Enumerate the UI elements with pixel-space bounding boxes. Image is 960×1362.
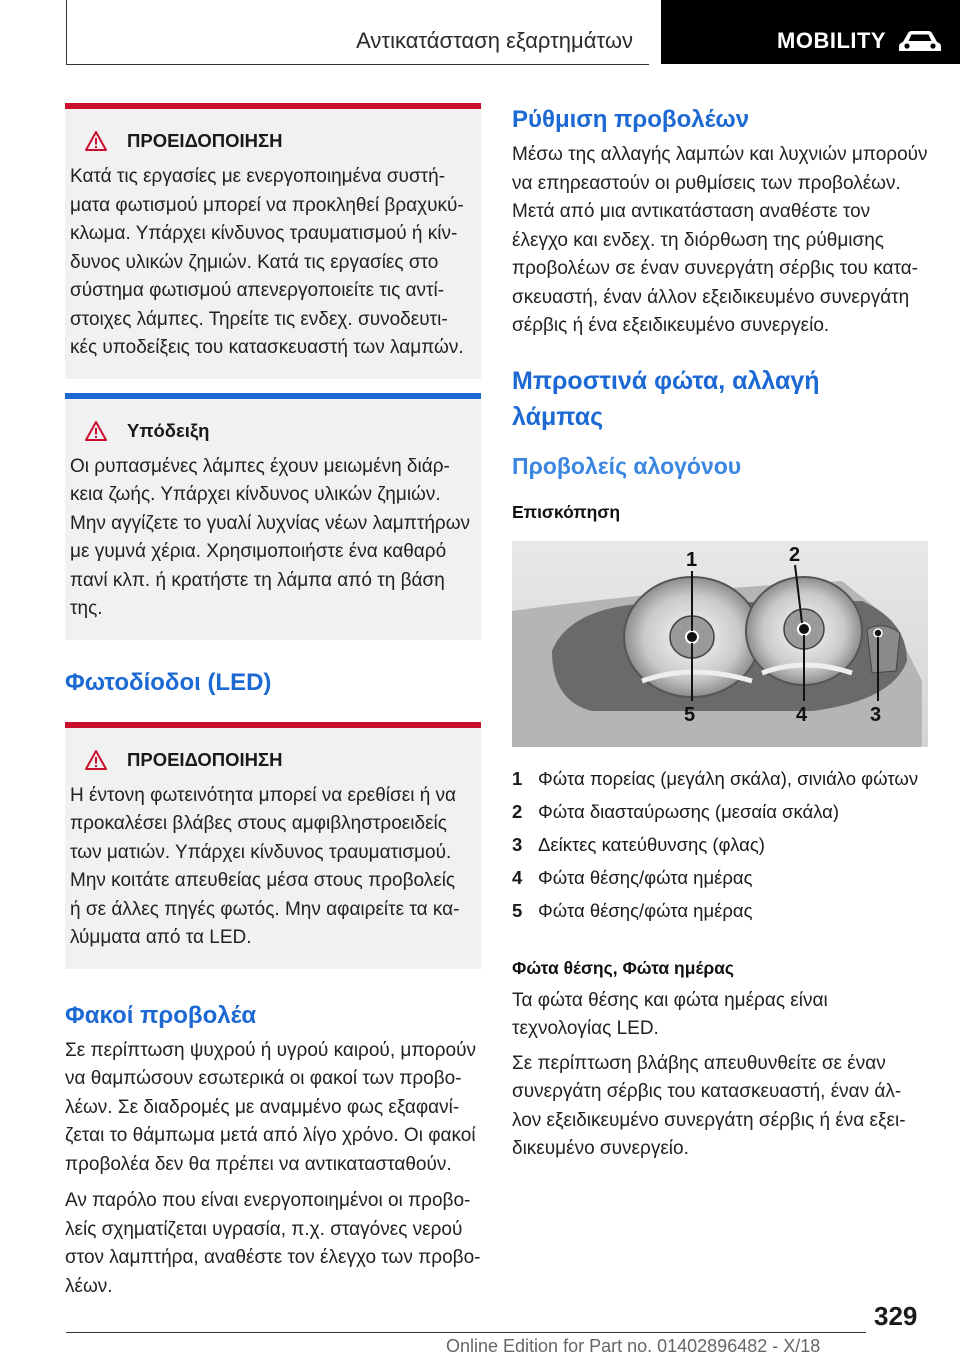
- warning-triangle-icon: [85, 749, 107, 771]
- chapter-title: Αντικατάσταση εξαρτημάτων: [356, 28, 633, 53]
- headlight-illustration: [512, 541, 928, 747]
- figure-label-5: 5: [684, 703, 696, 726]
- warning-text: Η έντονη φωτεινότητα μπορεί να ερεθίσει ή να προκαλέσει βλάβες στους αμφιβληστροειδείς των ματιών. Υπάρχει κίνδυνος τραυματισμού. Μην κοιτάτε απευθείας μέσα στους προβολείς ή σε άλλες πηγές φωτός. Μην αφαιρείτε τα κα- λύμματα από τα LED.: [70, 784, 460, 948]
- legend-item: [512, 796, 928, 829]
- legend-item: [512, 895, 928, 928]
- warning-text: Κατά τις εργασίες με ενεργοποιημένα συστή- ματα φωτισμού μπορεί να προκληθεί βραχυκύ- κλωμα. Υπάρχει κίνδυνος τραυματισμού ή κίν- δυνος υλικών ζημιών. Κατά τις εργασίες στο σύστημα φωτισμού απενεργοποιείτε τις αντί- στοιχες λάμπες. Τηρείτε τις ενδεχ. συνοδευτι- κές υποδείξεις του κατασκευαστή των λαμπών.: [70, 166, 464, 358]
- position-paragraph-2: Σε περίπτωση βλάβης απευθυνθείτε σε έναν συνεργάτη σέρβις του κατασκευαστή, έναν άλ- λον εξειδικευμένο συνεργάτη σέρβις ή ένα εξει- δικευμένο συνεργείο.: [512, 1052, 906, 1159]
- car-icon: [897, 28, 943, 54]
- halogen-heading: Προβολείς αλογόνου: [512, 452, 742, 479]
- left-column: [65, 103, 481, 1301]
- legend-text: Φώτα διασταύρωσης (μεσαία σκάλα): [538, 801, 840, 822]
- legend-text: Φώτα πορείας (μεγάλη σκάλα), σινιάλο φώτων: [538, 768, 919, 789]
- hint-label: Υπόδειξη: [127, 419, 210, 441]
- page-number: 329: [874, 1301, 918, 1331]
- lens-paragraph-1: Σε περίπτωση ψυχρού ή υγρού καιρού, μπορούν να θαμπώσουν εσωτερικά οι φακοί των προβο- λέων. Σε διαδρομές με αναμμένο φως εξαφανί- ζεται το θάμπωμα μετά από λίγο χρόνο. Οι φακοί προβολέα δεν θα πρέπει να αντικατασταθούν.: [65, 1039, 477, 1175]
- legend-item: [512, 763, 928, 796]
- position-lights-heading: Φώτα θέσης, Φώτα ημέρας: [512, 957, 735, 978]
- overview-label: Επισκόπηση: [512, 501, 621, 522]
- figure-label-4: 4: [796, 703, 808, 726]
- warning-label: ΠΡΟΕΙΔΟΠΟΙΗΣΗ: [127, 130, 283, 151]
- led-heading: Φωτοδίοδοι (LED): [65, 668, 272, 696]
- figure-label-1: 1: [686, 548, 698, 571]
- header-bar: [66, 0, 649, 65]
- legend-number: 2: [512, 801, 523, 822]
- adjust-heading: Ρύθμιση προβολέων: [512, 106, 750, 133]
- headlight-figure: [512, 541, 928, 747]
- footer-divider: [66, 1332, 866, 1333]
- legend-item: [512, 862, 928, 895]
- position-paragraph-1: Τα φώτα θέσης και φώτα ημέρας είναι τεχνολογίας LED.: [512, 989, 828, 1039]
- figure-legend: [512, 763, 928, 928]
- adjust-paragraph: Μέσω της αλλαγής λαμπών και λυχνιών μπορούν να επηρεαστούν οι ρυθμίσεις των προβολέων. Μετά από μια αντικατάσταση αναθέστε τον έλεγχο και ενδεχ. τη διόρθωση της ρύθμισης προβολέων σε έναν συνεργάτη σέρβις του κατα- σκευαστή, έναν άλλον εξειδικευμένο συνεργάτη σέρβις ή ένα εξειδικευμένο συνεργείο.: [512, 144, 928, 336]
- warning-label: ΠΡΟΕΙΔΟΠΟΙΗΣΗ: [127, 748, 283, 770]
- figure-label-3: 3: [870, 703, 882, 726]
- legend-text: Δείκτες κατεύθυνσης (φλας): [538, 834, 765, 855]
- legend-text: Φώτα θέσης/φώτα ημέρας: [538, 867, 753, 888]
- legend-number: 5: [512, 900, 523, 921]
- edition-note: Online Edition for Part no. 01402896482 - X/18: [446, 1336, 821, 1356]
- legend-number: 3: [512, 834, 523, 855]
- brand-label: MOBILITY: [777, 28, 887, 53]
- warning-triangle-icon: [85, 130, 107, 152]
- legend-text: Φώτα θέσης/φώτα ημέρας: [538, 900, 753, 921]
- hint-box-lamps: [65, 393, 481, 640]
- brand-bar: [661, 0, 960, 64]
- legend-number: 1: [512, 768, 523, 789]
- hint-text: Οι ρυπασμένες λάμπες έχουν μειωμένη διάρ- κεια ζωής. Υπάρχει κίνδυνος υλικών ζημιών. Μην αγγίζετε το γυαλί λυχνίας νέων λαμπτήρων με γυμνά χέρια. Χρησιμοποιήστε ένα καθαρό πανί κλπ. ή κρατήστε τη λάμπα από τη βάση της.: [70, 455, 471, 619]
- legend-item: [512, 829, 928, 862]
- warning-box-led: [65, 722, 481, 969]
- lens-paragraph-2: Αν παρόλο που είναι ενεργοποιημένοι οι προβο- λείς σχηματίζεται υγρασία, π.χ. σταγόνες νερού στον λαμπτήρα, αναθέστε τον έλεγχο των προβο- λέων.: [65, 1190, 481, 1297]
- warning-triangle-icon: [85, 420, 107, 442]
- front-lights-heading: Μπροστινά φώτα, αλλαγή λάμπας: [512, 366, 820, 431]
- figure-label-2: 2: [789, 543, 801, 566]
- warning-box-lighting: [65, 103, 481, 379]
- legend-number: 4: [512, 867, 523, 888]
- right-column: [512, 103, 928, 1164]
- lens-heading: Φακοί προβολέα: [65, 1001, 257, 1029]
